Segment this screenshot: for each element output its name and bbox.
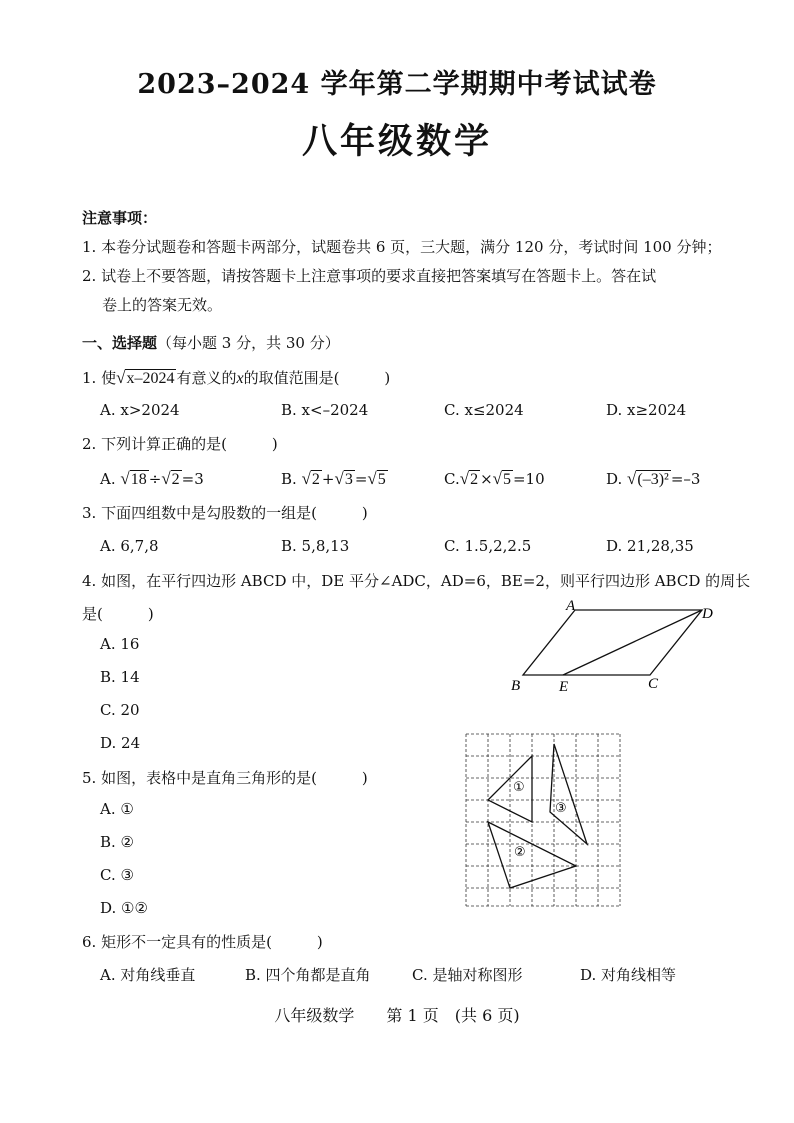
q3-option-c: C. 1.5,2,2.5: [444, 537, 532, 555]
q2-option-b: [281, 469, 388, 489]
q2-stem: 2. 下列计算正确的是( ): [82, 435, 278, 453]
dashed-grid: [466, 734, 620, 906]
exam-subject: 八年级数学: [301, 121, 492, 162]
q4-stem-cont: 是( ): [82, 605, 154, 623]
q4-option-b: B. 14: [100, 668, 140, 686]
section-1-title: 一、选择题: [82, 334, 158, 352]
q1-post1: 有意义的: [176, 369, 237, 387]
q1-var: x: [236, 370, 244, 387]
q6-option-d: D. 对角线相等: [580, 966, 677, 984]
q6-stem: 6. 矩形不一定具有的性质是( ): [82, 933, 323, 951]
q6-option-a: A. 对角线垂直: [100, 966, 196, 984]
q2-d-radicand: (–3)²: [637, 471, 669, 488]
grid-triangles-figure: [460, 728, 626, 912]
q2-c-sqrt2: √5: [492, 469, 511, 488]
q2-a-radicand2: 2: [171, 471, 180, 488]
q6-option-b: B. 四个角都是直角: [245, 966, 371, 984]
note-2: 2. 试卷上不要答题，请按答题卡上注意事项的要求直接把答案填写在答题卡上。答在试: [82, 267, 657, 285]
q2-c-result: =10: [512, 470, 545, 488]
q2-b-sqrt3: √5: [367, 469, 386, 488]
label-triangle-3: ③: [555, 801, 567, 816]
q2-c-label: C.: [444, 470, 460, 488]
q2-b-label: B.: [281, 470, 297, 488]
triangle-3: [550, 744, 587, 844]
q1-stem: [82, 367, 390, 388]
note-1: 1. 本卷分试题卷和答题卡两部分，试题卷共 6 页，三大题，满分 120 分，考试时间 100 分钟；: [82, 238, 722, 256]
label-a: A: [566, 598, 576, 614]
note-2-cont: 卷上的答案无效。: [102, 296, 223, 314]
q2-a-label: A.: [100, 470, 116, 488]
q1-sqrt: √x–2024: [116, 368, 175, 387]
q2-b-sqrt2: √3: [334, 469, 353, 488]
q2-d-label: D.: [606, 470, 623, 488]
q1-radicand: x–2024: [126, 370, 175, 387]
segment-de: [563, 610, 702, 675]
q2-c-radicand2: 5: [502, 471, 511, 488]
q5-option-a: A. ①: [100, 800, 134, 818]
q1-option-a: A. x>2024: [100, 401, 180, 419]
q5-option-b: B. ②: [100, 833, 135, 851]
q2-option-a: [100, 469, 204, 489]
q2-c-radicand1: 2: [470, 471, 479, 488]
q5-stem: 5. 如图，表格中是直角三角形的是( ): [82, 769, 368, 787]
label-triangle-2: ②: [514, 845, 526, 860]
q2-d-result: =–3: [670, 470, 701, 488]
q2-a-op: ÷: [148, 470, 162, 488]
label-triangle-1: ①: [513, 780, 525, 795]
exam-title: 2023–2024 学年第二学期期中考试试卷: [137, 69, 657, 100]
q2-a-result: =3: [181, 470, 204, 488]
label-d: D: [702, 606, 713, 622]
q2-option-d: [606, 469, 700, 489]
notes-heading: 注意事项：: [82, 209, 158, 227]
q1-post2: 的取值范围是( ): [243, 369, 391, 387]
parallelogram-abcd: [523, 610, 702, 675]
q1-option-d: D. x≥2024: [606, 401, 687, 419]
q4-option-a: A. 16: [100, 635, 140, 653]
parallelogram-figure: [505, 596, 730, 696]
page-footer: 八年级数学 第 1 页 (共 6 页): [274, 1006, 520, 1025]
section-1-heading: [82, 332, 340, 353]
q2-option-c: [444, 469, 545, 489]
q2-b-radicand2: 3: [344, 471, 353, 488]
q2-b-radicand3: 5: [377, 471, 386, 488]
q2-b-eq: =: [354, 470, 368, 488]
q4-stem: 4. 如图，在平行四边形 ABCD 中，DE 平分∠ADC，AD=6，BE=2，则平行四边形 ABCD 的周长: [82, 572, 751, 590]
q3-stem: 3. 下面四组数中是勾股数的一组是( ): [82, 504, 368, 522]
q1-pre: 1. 使: [82, 369, 117, 387]
q1-option-b: B. x<–2024: [281, 401, 369, 419]
q3-option-b: B. 5,8,13: [281, 537, 350, 555]
q4-option-d: D. 24: [100, 734, 141, 752]
section-1-scoring: （每小题 3 分，共 30 分）: [157, 334, 340, 352]
q2-d-sqrt: √(–3)²: [627, 469, 669, 488]
q5-option-d: D. ①②: [100, 899, 148, 917]
q2-a-sqrt1: √18: [120, 469, 147, 488]
q6-option-c: C. 是轴对称图形: [412, 966, 523, 984]
q2-c-sqrt1: √2: [459, 469, 479, 488]
q4-option-c: C. 20: [100, 701, 140, 719]
q2-a-sqrt2: √2: [161, 469, 180, 488]
label-e: E: [559, 679, 569, 695]
q2-b-sqrt1: √2: [301, 469, 320, 488]
label-b: B: [511, 678, 521, 694]
q2-a-radicand1: 18: [130, 471, 147, 488]
q2-b-op: +: [321, 470, 335, 488]
q2-b-radicand1: 2: [311, 471, 320, 488]
q3-option-a: A. 6,7,8: [100, 537, 159, 555]
q1-option-c: C. x≤2024: [444, 401, 524, 419]
q3-option-d: D. 21,28,35: [606, 537, 694, 555]
q2-c-op: ×: [480, 470, 493, 488]
q5-option-c: C. ③: [100, 866, 134, 884]
label-c: C: [648, 676, 659, 692]
